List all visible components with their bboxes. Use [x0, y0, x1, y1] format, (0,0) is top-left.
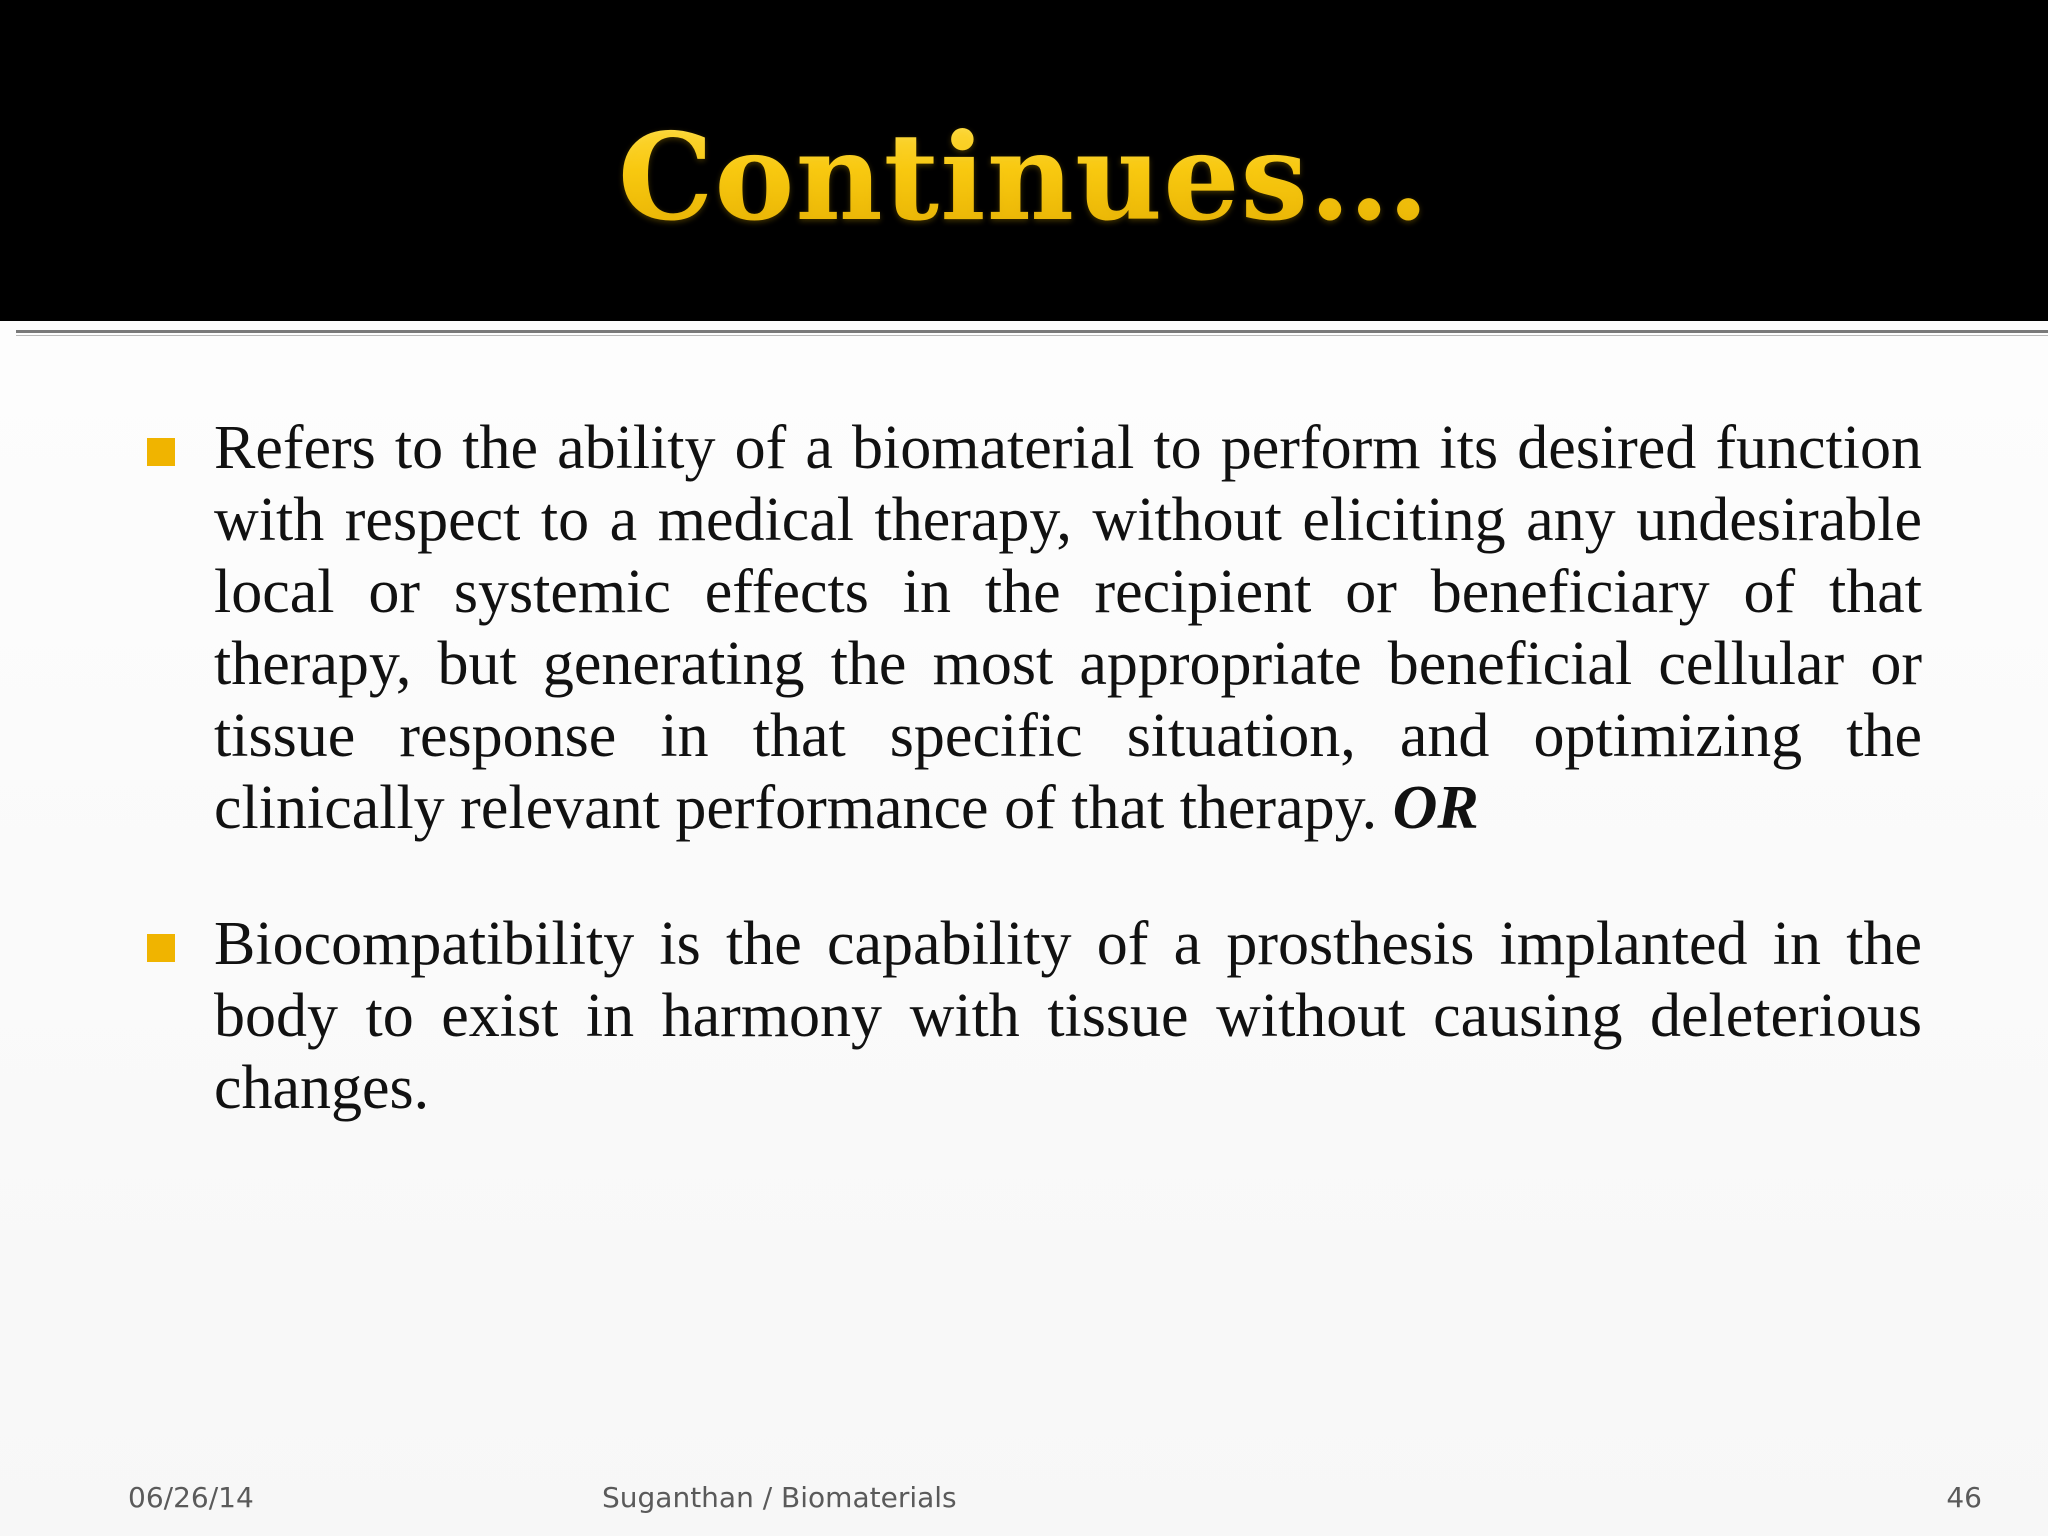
- bullet-list: [142, 412, 1922, 1188]
- square-bullet-icon: [147, 934, 175, 962]
- bullet-item: [142, 412, 1922, 844]
- footer-author: Suganthan / Biomaterials: [602, 1481, 957, 1514]
- page-number: 46: [1946, 1481, 1982, 1514]
- title-band: [0, 0, 2048, 321]
- bullet-text: [214, 412, 1922, 844]
- bullet-emphasis: OR: [1392, 774, 1479, 842]
- square-bullet-icon: [147, 438, 175, 466]
- slide-title: Continues…: [0, 98, 2048, 258]
- bullet-body: Refers to the ability of a biomaterial to perform its desired function with respect to a medical therapy, without eliciting any undesirable local or systemic effects in the recipient or beneficiary of that therapy, but generating the most appropriate beneficial cellular or tissue response in that specific situation, and optimizing the clinically relevant performance of that therapy.: [214, 414, 1922, 842]
- divider-line-thin: [16, 335, 2048, 336]
- footer-date: 06/26/14: [128, 1481, 254, 1514]
- bullet-text: Biocompatibility is the capability of a prosthesis implanted in the body to exist in harmony with tissue without causing deleterious changes.: [214, 910, 1922, 1122]
- bullet-item: [142, 908, 1922, 1124]
- divider-line: [16, 330, 2048, 333]
